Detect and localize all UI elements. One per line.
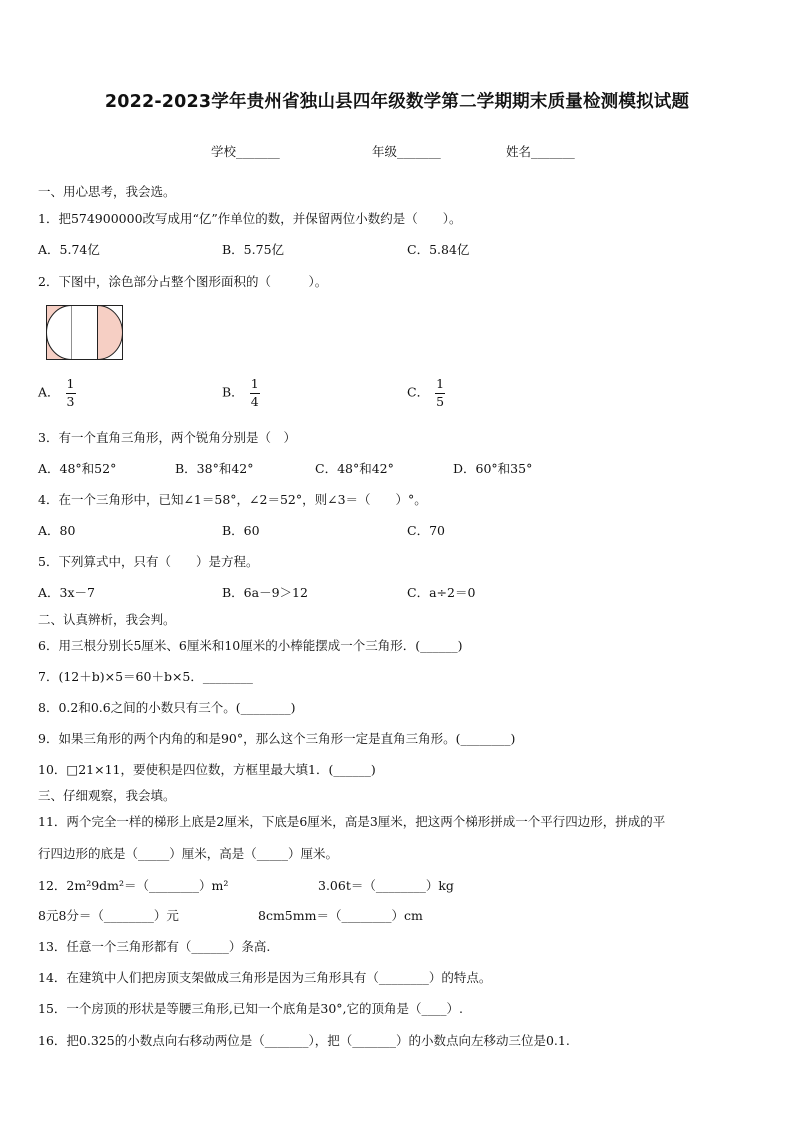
q2-option-c <box>407 378 445 408</box>
question-7: 7．(12＋b)×5＝60＋b×5．________ <box>38 669 253 684</box>
question-8: 8．0.2和0.6之间的小数只有三个。(________) <box>38 700 296 715</box>
q2-option-a-label: A． <box>38 384 60 400</box>
q3-option-d: D．60°和35° <box>453 461 533 476</box>
section-2-heading: 二、认真辨析，我会判。 <box>38 612 176 627</box>
question-16: 16．把0.325的小数点向右移动两位是（_______），把（_______）的小数点向左移动三位是0.1. <box>38 1033 570 1048</box>
shaded-semicircle-right <box>98 306 123 360</box>
question-1: 1．把574900000改写成用“亿”作单位的数，并保留两位小数约是（ ）。 <box>38 211 462 226</box>
page-title: 2022-2023学年贵州省独山县四年级数学第二学期期末质量检测模拟试题 <box>104 92 690 112</box>
question-15: 15．一个房顶的形状是等腰三角形,已知一个底角是30°,它的顶角是（____）. <box>38 1001 463 1016</box>
question-4: 4．在一个三角形中，已知∠1＝58°，∠2＝52°，则∠3＝（ ）°。 <box>38 492 427 507</box>
q1-option-b: B．5.75亿 <box>222 242 285 257</box>
q3-option-a: A．48°和52° <box>38 461 117 476</box>
fraction-numerator: 1 <box>250 376 259 391</box>
school-field: 学校_______ <box>211 144 280 159</box>
question-2: 2．下图中，涂色部分占整个图形面积的（ ）。 <box>38 274 328 289</box>
fraction-denominator: 5 <box>436 393 445 409</box>
q2-option-b <box>222 378 260 408</box>
question-10: 10．□21×11，要使积是四位数，方框里最大填1．(______) <box>38 762 376 777</box>
fraction-one-fifth <box>435 378 445 408</box>
question-12-part-b: 3.06t＝（________）kg <box>318 878 454 893</box>
q3-option-c: C．48°和42° <box>315 461 394 476</box>
q4-option-b: B．60 <box>222 523 260 538</box>
q5-option-b: B．6a－9＞12 <box>222 585 308 600</box>
q5-option-a: A．3x－7 <box>38 585 95 600</box>
fraction-denominator: 4 <box>250 393 259 409</box>
fraction-one-third <box>66 378 76 408</box>
section-3-heading: 三、仔细观察，我会填。 <box>38 788 176 803</box>
shaded-rectangle-figure <box>46 305 124 361</box>
question-14: 14．在建筑中人们把房顶支架做成三角形是因为三角形具有（________）的特点。 <box>38 970 492 985</box>
section-1-heading: 一、用心思考，我会选。 <box>38 184 176 199</box>
question-6: 6．用三根分别长5厘米、6厘米和10厘米的小棒能摆成一个三角形．(______) <box>38 638 463 653</box>
q2-option-c-label: C． <box>407 384 430 400</box>
question-5: 5．下列算式中，只有（ ）是方程。 <box>38 554 259 569</box>
q5-option-c: C．a÷2＝0 <box>407 585 476 600</box>
question-11-line-2: 行四边形的底是（_____）厘米，高是（_____）厘米。 <box>38 846 339 861</box>
name-field: 姓名_______ <box>506 144 575 159</box>
q2-option-b-label: B． <box>222 384 244 400</box>
question-11-line-1: 11．两个完全一样的梯形上底是2厘米，下底是6厘米，高是3厘米，把这两个梯形拼成一个平行四边形，拼成的平 <box>38 814 666 829</box>
question-12-part-c: 8元8分＝（________）元 <box>38 908 179 923</box>
q1-option-a: A．5.74亿 <box>38 242 100 257</box>
q1-option-c: C．5.84亿 <box>407 242 470 257</box>
q4-option-a: A．80 <box>38 523 76 538</box>
fraction-denominator: 3 <box>66 393 75 409</box>
q4-option-c: C．70 <box>407 523 445 538</box>
question-12-part-d: 8cm5mm＝（________）cm <box>258 908 423 923</box>
fraction-numerator: 1 <box>66 376 75 391</box>
fraction-numerator: 1 <box>436 376 445 391</box>
question-12-part-a: 12．2m²9dm²＝（________）m² <box>38 878 229 893</box>
fraction-one-quarter <box>250 378 260 408</box>
grade-field: 年级_______ <box>372 144 441 159</box>
q3-option-b: B．38°和42° <box>175 461 254 476</box>
q2-option-a <box>38 378 76 408</box>
question-3: 3．有一个直角三角形，两个锐角分别是（ ） <box>38 430 296 445</box>
question-9: 9．如果三角形的两个内角的和是90°，那么这个三角形一定是直角三角形。(________) <box>38 731 516 746</box>
question-13: 13．任意一个三角形都有（______）条高. <box>38 939 271 954</box>
